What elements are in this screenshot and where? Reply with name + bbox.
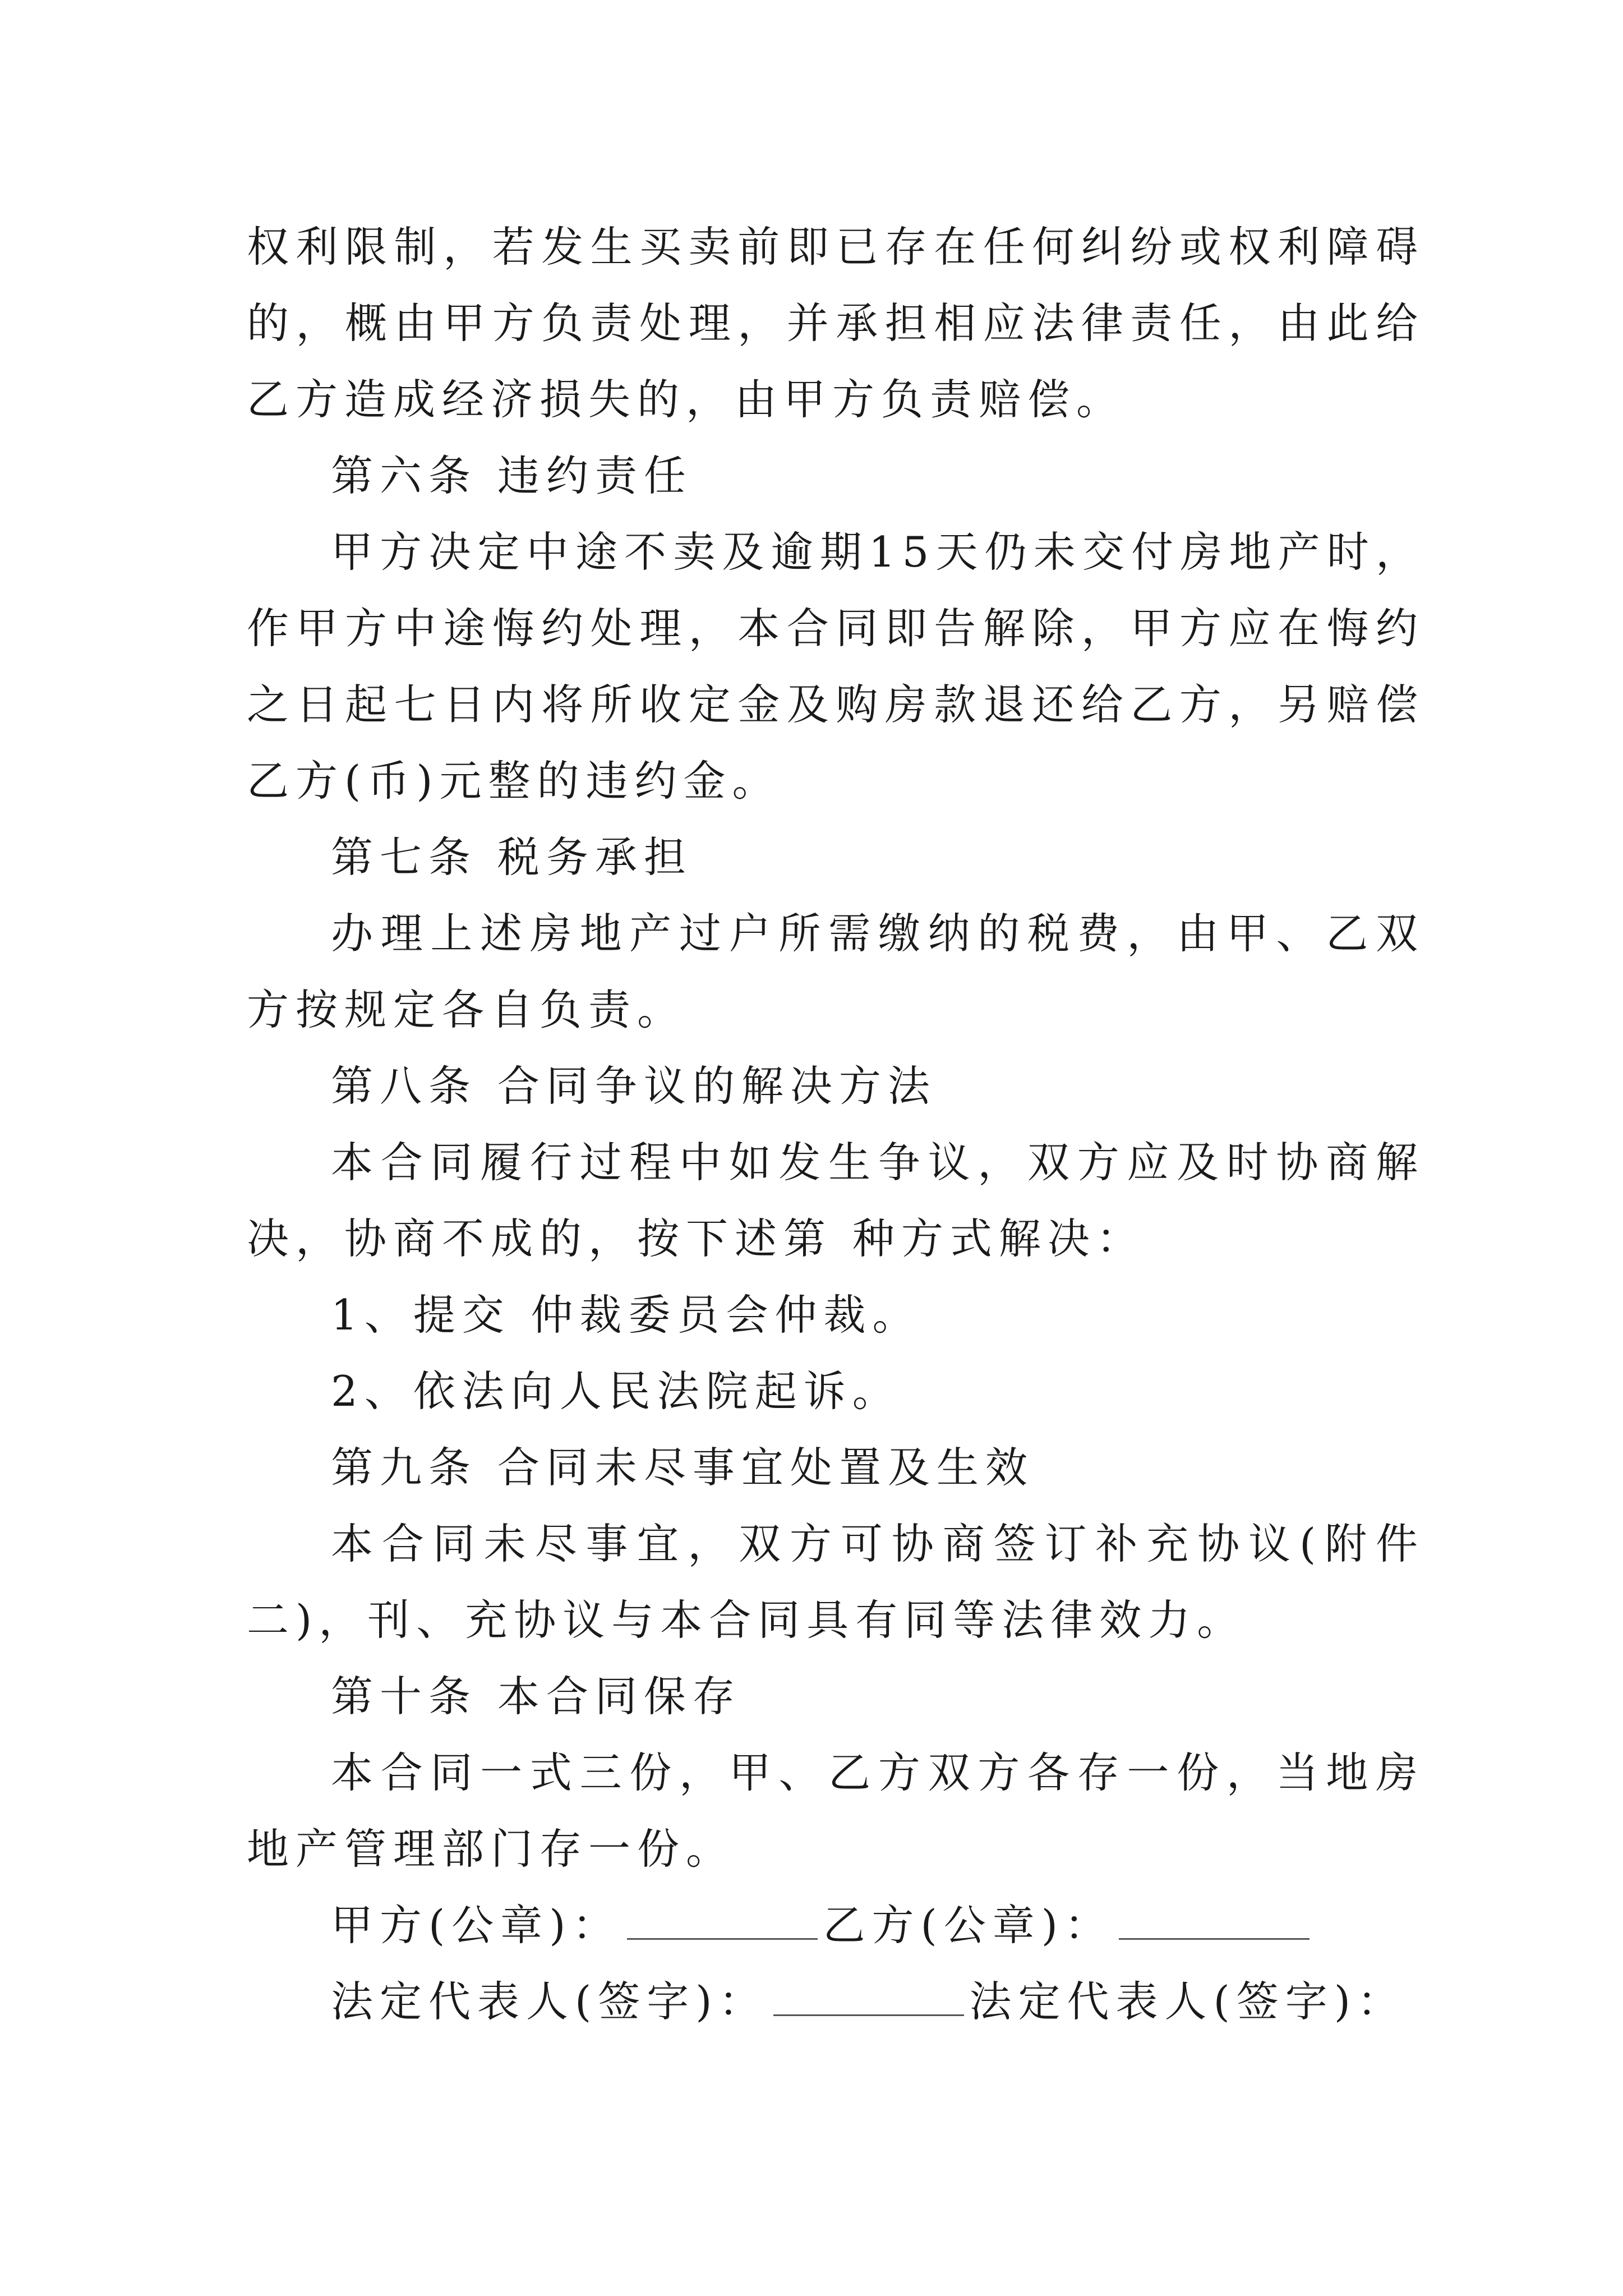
party-b-seal-blank — [1119, 1904, 1310, 1940]
article-7-body: 办理上述房地产过户所需缴纳的税费，由甲、乙双方按规定各自负责。 — [247, 909, 1424, 1034]
article-10-body: 本合同一式三份，甲、乙方双方各存一份，当地房地产管理部门存一份。 — [247, 1748, 1424, 1874]
article-8-option-2: 2、依法向人民法院起诉。 — [331, 1366, 901, 1416]
article-8-title: 第八条 合同争议的解决方法 — [331, 1061, 937, 1111]
article-7-title: 第七条 税务承担 — [331, 832, 693, 882]
party-b-seal-label: 乙方(公章)： — [823, 1901, 1114, 1950]
representative-signature-line — [247, 1963, 1424, 2040]
continuation-paragraph: 权利限制，若发生买卖前即已存在任何纠纷或权利障碍的，概由甲方负责处理，并承担相应法律责任，由此给乙方造成经济损失的，由甲方负责赔偿。 — [247, 222, 1424, 424]
article-8-body: 本合同履行过程中如发生争议，双方应及时协商解决，协商不成的，按下述第 种方式解决： — [247, 1138, 1424, 1263]
seal-signature-line — [247, 1887, 1424, 1963]
rep-a-label: 法定代表人(签字)： — [331, 1977, 768, 2026]
rep-a-blank — [773, 1981, 964, 2016]
party-a-seal-blank — [627, 1904, 818, 1940]
rep-b-label: 法定代表人(签字)： — [969, 1977, 1407, 2026]
article-9-body: 本合同未尽事宜，双方可协商签订补充协议(附件二)，刊、充协议与本合同具有同等法律效力。 — [247, 1519, 1424, 1645]
document-body — [247, 209, 1424, 2040]
article-9-title: 第九条 合同未尽事宜处置及生效 — [331, 1443, 1034, 1492]
article-6-title: 第六条 违约责任 — [331, 451, 693, 500]
article-10-title: 第十条 本合同保存 — [331, 1672, 741, 1721]
article-8-option-1: 1、提交 仲裁委员会仲裁。 — [331, 1290, 921, 1340]
party-a-seal-label: 甲方(公章)： — [331, 1901, 621, 1950]
article-6-body: 甲方决定中途不卖及逾期15天仍未交付房地产时，作甲方中途悔约处理，本合同即告解除，甲方应在悔约之日起七日内将所收定金及购房款退还给乙方，另赔偿乙方(币)元整的违约金。 — [247, 527, 1424, 806]
